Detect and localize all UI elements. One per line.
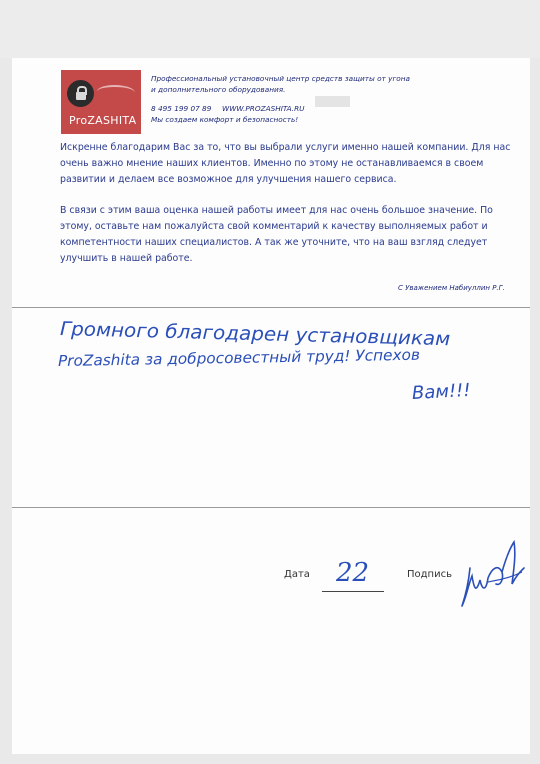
company-tagline-2: и дополнительного оборудования.: [151, 85, 286, 94]
company-website: WWW.PROZASHITA.RU: [222, 104, 305, 113]
review-line-2: ProZashita за добросовестный труд! Успехов: [57, 345, 421, 370]
review-line-1: Громного благодарен установщикам: [59, 318, 451, 351]
divider-bottom: [12, 507, 530, 508]
letter-p2-line3: компетентности наших специалистов. А так же уточните, что на ваш взгляд следует: [60, 237, 488, 248]
company-logo: [61, 70, 141, 134]
car-icon: [97, 85, 135, 99]
company-phone: 8 495 199 07 89: [151, 104, 212, 113]
letter-p1-line1: Искренне благодарим Вас за то, что вы выбрали услуги именно нашей компании. Для нас: [60, 142, 511, 153]
divider-top: [12, 307, 530, 308]
date-label: Дата: [284, 569, 310, 580]
letter-p2-line4: улучшить в нашей работе.: [60, 253, 193, 264]
company-tagline-1: Профессиональный установочный центр средств защиты от угона: [151, 74, 410, 83]
signature-label: Подпись: [407, 569, 452, 580]
letter-p2-line2: этому, оставьте нам пожалуйста свой комментарий к качеству выполняемых работ и: [60, 221, 488, 232]
sender-signature-line: С Уважением Набиуллин Р.Г.: [398, 284, 505, 292]
date-value: 22: [336, 558, 370, 588]
redacted-block: [315, 96, 350, 107]
logo-brand-text: ProZASHITA: [69, 114, 137, 127]
date-underline: [322, 591, 384, 592]
letter-p2-line1: В связи с этим ваша оценка нашей работы имеет для нас очень большое значение. По: [60, 205, 493, 216]
handwritten-signature: [458, 528, 530, 614]
top-margin: [0, 0, 540, 58]
letter-p1-line3: развитии и делаем все возможное для улучшения нашего сервиса.: [60, 174, 397, 185]
company-slogan: Мы создаем комфорт и безопасность!: [151, 115, 299, 124]
review-line-3: Вам!!!: [411, 379, 472, 404]
lock-icon: [67, 80, 94, 107]
letter-p1-line2: очень важно мнение наших клиентов. Именно по этому не останавливаемся в своем: [60, 158, 484, 169]
